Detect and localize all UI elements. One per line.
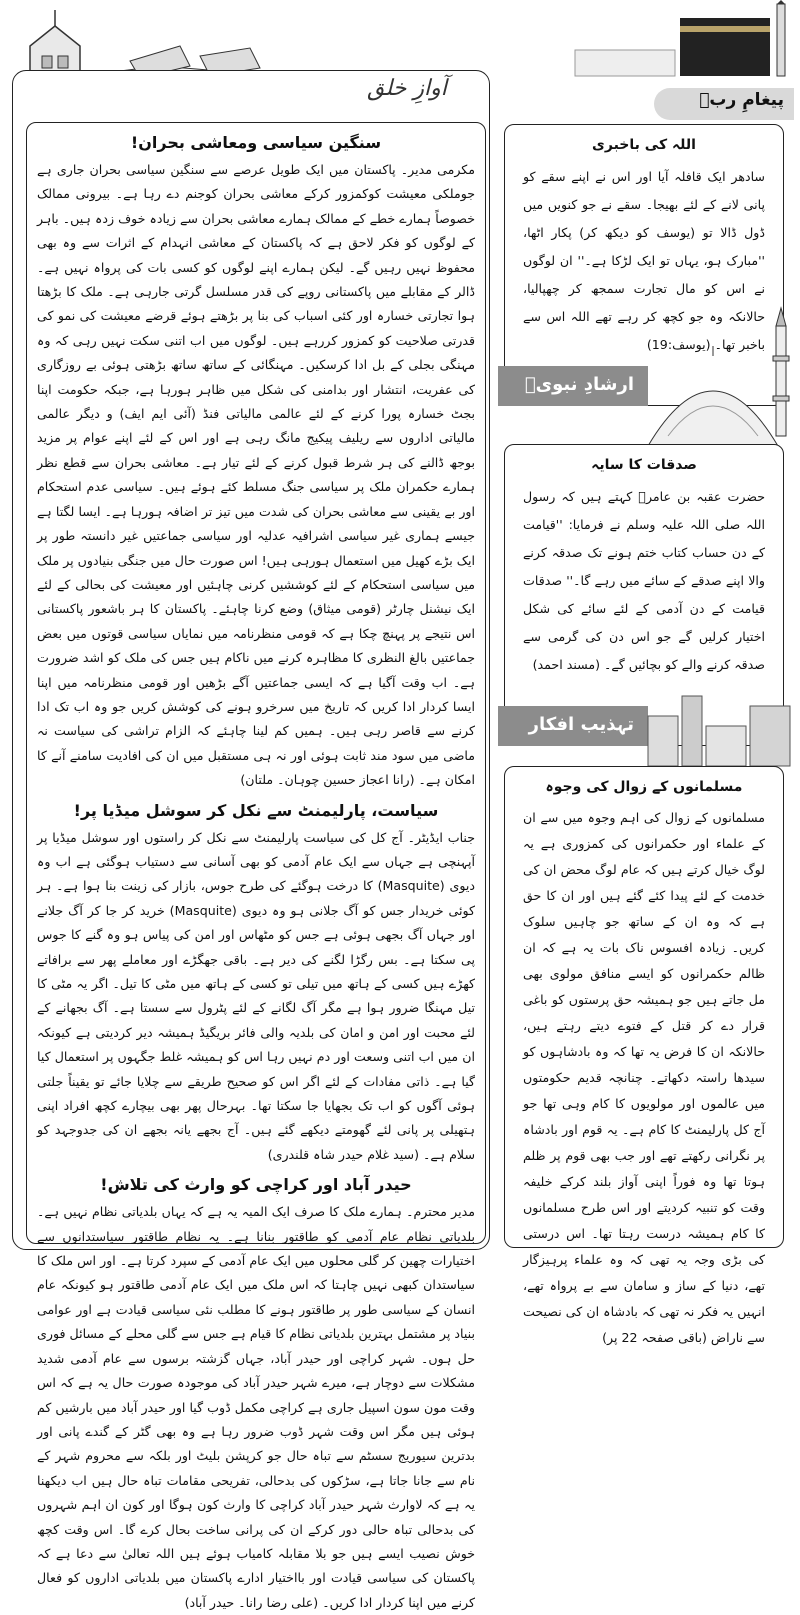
article-body: مدیر محترم۔ ہمارے ملک کا صرف ایک المیہ یہ ہے کہ یہاں بلدیاتی نظام نہیں ہے۔ بلدیاتی نظام عام آدمی کو طاقتور بنانا ہے۔ یہ نظام طاقتور سیاستدانوں سے اختیارات چھین کر گلی محلوں میں ایک عام آدمی کے سپرد کرتا ہے۔ اور اس ملک کا سیاستدان کبھی نہیں چاہتا کہ اس ملک میں ایک عام آدمی طاقتور ہو کیونکہ عام انسان کے سیاسی طور پر طاقتور ہونے کا مطلب نئی سیاسی قیادت ہے اور عوامی بنیاد پر مشتمل بہترین بلدیاتی نظام کا قیام ہے جس سے گلی محلے کے مسائل فوری حل ہوں۔ شہر کراچی اور حیدر آباد، جہاں گزشتہ برسوں سے عام آدمی شدید مشکلات سے دوچار ہے، میرے شہر حیدر آباد کی موجودہ صورت حال یہ ہے کہ اس وقت مون سون اسپیل جاری ہے کراچی مکمل ڈوب گیا اور حیدر آباد میں بارشیں کم ہوئی ہیں مگر اس وقت شہر ڈوب ضرور رہا ہے وہ بھی گٹر کے گندے پانی اور بدترین سیوریج سسٹم سے تباہ حال جو کرپشن بلیٹ اور بلکہ سے محروم شہر کے نام سے جانا جاتا ہے، سڑکوں کی بدحالی، تفریحی مقامات تباہ حال ہیں اب دیکھنا یہ ہے کہ لاوارث شہر حیدر آباد کراچی کا وارث کون ہوگا اور کون ان اہم شہروں کی بدحالی تباہ حالی دور کرکے ان کی پرانی ساخت بحال کرے گا۔ اس وقت کچھ خوش نصیب ایسے ہیں جو بلا مقابلہ کامیاب ہوئے ہیں اللہ تعالیٰ سے دعا ہے کہ پاکستان کی سیاسی قیادت اور بااختیار ادارے پاکستان میں بلدیاتی اداروں کو فعال کرنے میں اپنا کردار ادا کریں۔ (علی رضا رانا۔ حیدر آباد)	[37, 1204, 475, 1610]
article-body: مکرمی مدیر۔ پاکستان میں ایک طویل عرصے سے سنگین سیاسی بحران جاری ہے جوملکی معیشت کوکمزور کرکے معاشی بحران کوجنم دے رہا ہے۔ بیرونی ممالک خصوصاً ہمارے خطے کے ممالک ہمارے معاشی بحران سے زیادہ خوف زدہ ہیں۔ باہر کے لوگوں کو فکر لاحق ہے کہ پاکستان کے معاشی انہدام کے اثرات سے وہ بھی محفوظ نہیں رہیں گے۔ لیکن ہمارے اپنے لوگوں کو کسی بات کی پرواہ نہیں ہے۔ ڈالر کے مقابلے میں پاکستانی روپے کی قدر مسلسل گرتی جارہی ہے۔ ملک کا بڑھتا ہوا تجارتی خسارہ اور کئی اسباب کی بنا پر بڑھتے ہوئے قرضے معیشت کی نمو کی قدرتی صلاحیت کو کمزور کررہے ہیں۔ لوگوں میں اب اتنی سکت نہیں رہی کہ وہ مہنگی بجلی کے بل ادا کرسکیں۔ مہنگائی کے ساتھ ساتھ بڑھتی ہوئی بے روزگاری کی عفریت، انتشار اور بدامنی کی شکل میں ظاہر ہورہا ہے، جبکہ حکومت اپنا بجٹ خسارہ پورا کرنے کے لئے عالمی مالیاتی فنڈ (آئی ایم ایف) و دیگر عالمی مالیاتی اداروں سے ریلیف پیکیج مانگ رہی ہے اور اس کے لئے اپنے عوام پر مزید بوجھ ڈالنے کی ہر شرط قبول کرنے کے لئے تیار ہے۔ معاشی بحران سے قطع نظر ہمارے حکمران ملک پر سیاسی جنگ مسلط کئے ہوئے ہیں۔ سیاسی عدم استحکام اور بے یقینی سے معاشی بحران کی شدت میں تیز تر اضافہ ہورہا ہے۔ ایسا لگتا ہے جیسے ہماری غیر سیاسی اشرافیہ عدلیہ اور سیاسی جماعتیں غیر دانستہ طور پر ایک بڑے کھیل میں استعمال ہورہی ہیں! اس صورت حال میں جنگی بنیادوں پر ملک میں سیاسی استحکام کے لئے کوششیں کرنی چاہئیں اور معیشت کی بحالی کے لئے ایک نیشنل چارٹر (قومی میثاق) وضع کرنا چاہئے۔ پاکستان کا ہر باشعور پاکستانی اس نتیجے پر پہنچ چکا ہے کہ قومی منظرنامہ میں نمایاں سیاسی قوتوں میں بعض جماعتیں بالغ النظری کا مظاہرہ کرنے میں ناکام ہیں جس کی ملک کو اشد ضرورت ہے۔ اب وقت آگیا ہے کہ ایسی جماعتیں آگے بڑھیں اور قومی منظرنامہ میں اپنا ایسا کردار ادا کریں کہ تاریخ میں سرخرو ہونے کی کوشش کریں جو وہ اب تک ادا کرنے سے قاصر رہی ہیں۔ ہمیں کم لینا چاہئے کہ الزام تراشی کی سیاست نہ ماضی میں سود مند ثابت ہوئی اور نہ ہی مستقبل میں ان کی افادیت سامنے آنے کا امکان ہے۔ (رانا اعجاز حسین چوہان۔ ملتان)	[37, 162, 475, 788]
letter-article	[35, 133, 477, 793]
article-body: جناب ایڈیٹر۔ آج کل کی سیاست پارلیمنٹ سے نکل کر راستوں اور سوشل میڈیا پر آپہنچی ہے جہاں سے ایک عام آدمی کو بھی آسانی سے دستیاب ہوگئی ہے اب وہ دیوی (Masquite) کا درخت ہوگئے کی طرح جوس، بازار کی زینت بنا ہوا ہے۔ ہر کوئی خریدار جس کو آگ جلانی ہو وہ دیوی (Masquite) خرید کر جا کر آگ جلانے اور جہاں آگ بجھی ہوئی ہے جس کو مٹھاس اور امن کی پیاس ہو وہ گنے کا جوس پی سکتا ہے۔ بس رگڑا لگنے کی دیر ہے۔ باقی جھگڑے اور معاملے پھر سے برافاتے کھڑے ہیں کسی کے ہاتھ میں تیلی تو کسی کے ہاتھ میں مٹی کا تیل۔ اگر یہ مٹی کا تیل مہنگا ضرور ہوا ہے مگر آگ لگانے کے لئے پٹرول سے سستا ہے۔ آگ بجھانے کے لئے محبت اور امن و امان کی بلدیہ والی فائر بریگیڈ ہمیشہ دیر کردیتی ہے کیونکہ ان میں اب اتنی وسعت اور دم نہیں رہا اس کو ہمیشہ غلط جگہوں پر استعمال کیا گیا ہے۔ ذاتی مفادات کے لئے اگر اس کو صحیح طریقے سے چلایا جائے تو یقیناً جلتی ہوئی آگوں کو اب تک بجھایا جا سکتا تھا۔ بہرحال پھر بھی بیچارے کچھ افراد اپنی ہتھیلی پر پانی لئے گھومتے دیکھے گئے ہیں۔ آج بجھے یانہ بجھے ان کی جدوجہد کو سلام ہے۔ (سید غلام حیدر شاہ قلندری)	[37, 829, 475, 1162]
letter-article	[35, 1175, 477, 1615]
section-header-label: تہذیب افکار	[528, 714, 634, 735]
box-body: سادھر ایک قافلہ آیا اور اس نے اپنے سقے کو پانی لانے کے لئے بھیجا۔ سقے نے جو کنویں میں ڈول ڈالا تو (یوسف کو دیکھ کر) پکار اٹھا، ''مبارک ہو، یہاں تو ایک لڑکا ہے۔'' ان لوگوں نے اس کو مال تجارت سمجھ کر چھپالیا، حالانکہ وہ جو کچھ کر رہے تھے اللہ اس سے باخبر تھا۔ (یوسف:19)	[523, 169, 765, 352]
box-body: حضرت عقبہ بن عامرؓ کہتے ہیں کہ رسول اللہ صلی اللہ علیہ وسلم نے فرمایا: ''قیامت کے دن حساب کتاب ختم ہونے تک صدقہ کرنے والا اپنے صدقے کے سائے میں رہے گا۔'' صدقات قیامت کے دن آدمی کے لئے سائے کی شکل اختیار کرلیں گے جو اس دن کی گرمی سے صدقہ کرنے والے کو بچائیں گے۔ (مسند احمد)	[523, 489, 765, 672]
letter-article	[35, 801, 477, 1168]
thought-box	[504, 766, 784, 1345]
article-heading: حیدر آباد اور کراچی کو وارث کی تلاش!	[100, 1175, 412, 1195]
section-banner-2	[498, 366, 648, 406]
article-heading: سنگین سیاسی ومعاشی بحران!	[130, 133, 382, 152]
box-body: مسلمانوں کے زوال کی اہم وجوہ میں سے ان کے علماء اور حکمرانوں کی کمزوری ہے یہ لوگ خیال کرتے ہیں کہ عام لوگ محض ان کی خدمت کے لئے پیدا کئے گئے ہیں اور ان کا حق ہے کہ وہ ان کے ساتھ جو چاہیں سلوک کریں۔ زیادہ افسوس ناک بات یہ ہے کہ ان ظالم حکمرانوں کو ایسے منافق مولوی بھی مل جاتے ہیں جو ہمیشہ حق پرستوں کو باغی قرار دے کر قتل کے فتوے دیتے رہتے ہیں، حالانکہ ان کا فرض یہ تھا کہ وہ بادشاہوں کو سیدھا راستہ دکھاتے۔ چنانچہ قدیم حکومتوں میں عالموں اور مولویوں کا کام وہی تھا جو آج کل پارلیمنٹ کا کام ہے۔ یہ قوم اور بادشاہ پر نگرانی رکھتے تھے اور جب بھی قوم پر ظلم ہوتا تھا وہ فوراً اپنی آواز بلند کرکے خلیفہ وقت کو تنبیہ کردیتے اور اس طرح مسلمانوں کا کام ہمیشہ درست رہتا تھا۔ اس درستی کی بڑی وجہ یہ تھی کہ وہ علماء پرہیزگار تھے، دنیا کے ساز و سامان سے بے پرواہ تھے، انہیں یہ فکر نہ تھی کہ بادشاہ ان کی نصیحت سے ناراض (باقی صفحہ 22 پر)	[523, 810, 765, 1345]
letters-list	[35, 131, 477, 1610]
column-title: آوازِ خلق	[367, 76, 447, 101]
kaaba-illustration-icon	[515, 0, 800, 76]
section-header-label: ارشادِ نبویؐ	[524, 374, 634, 395]
box-title: صدقات کا سایہ	[591, 457, 697, 473]
section-header-label: پیغامِ ربؐ	[699, 90, 784, 110]
letters-column	[12, 70, 490, 1610]
dome-icon	[638, 346, 788, 446]
section-banner-3	[498, 706, 648, 746]
section-header-1	[498, 80, 794, 120]
box-title: مسلمانوں کے زوال کی وجوہ	[545, 779, 743, 795]
city-skyline-icon	[648, 686, 794, 766]
religious-column	[498, 66, 794, 1345]
letters-box	[26, 122, 486, 1610]
box-title: اللہ کی باخبری	[592, 137, 696, 153]
article-heading: سیاست، پارلیمنٹ سے نکل کر سوشل میڈیا پر!	[73, 800, 439, 820]
